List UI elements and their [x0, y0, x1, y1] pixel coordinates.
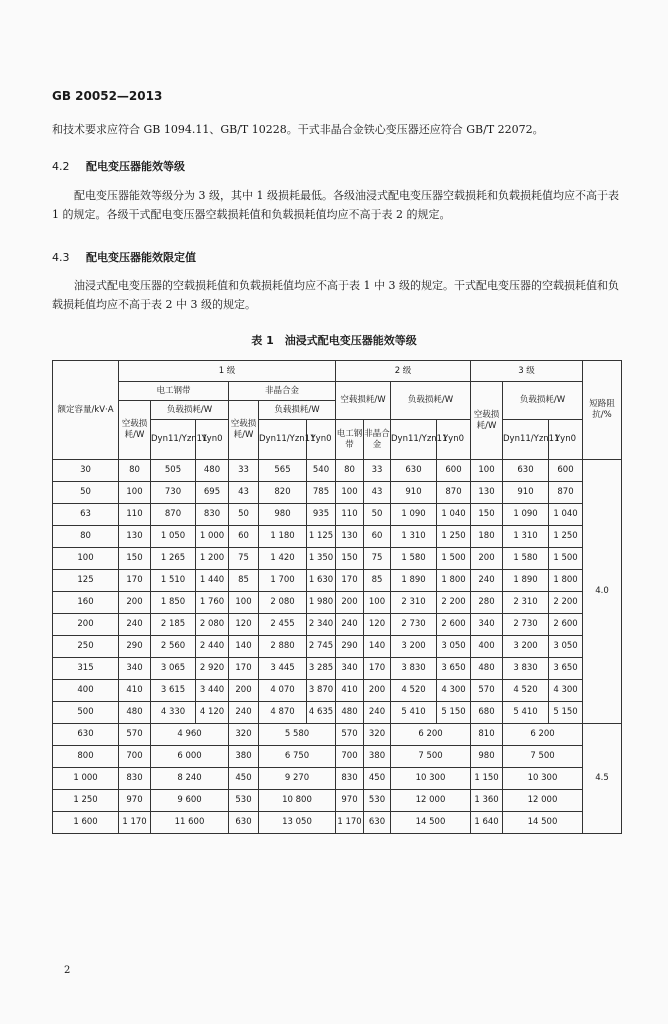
- table-cell: 120: [364, 614, 391, 636]
- table-cell: 1 180: [259, 526, 307, 548]
- table-cell: 2 080: [259, 592, 307, 614]
- table-cell: 570: [119, 724, 151, 746]
- table-cell: 2 310: [503, 592, 549, 614]
- table-row: [53, 592, 622, 614]
- table-cell: 1 265: [151, 548, 196, 570]
- intro-line: 和技术要求应符合 GB 1094.11、GB/T 10228。干式非晶合金铁心变压器还应符合 GB/T 22072。: [52, 123, 544, 136]
- table-cell: 1 600: [53, 812, 119, 834]
- table-cell: 110: [336, 504, 364, 526]
- table-cell: 50: [53, 482, 119, 504]
- table-cell: 830: [196, 504, 229, 526]
- table-cell: 200: [471, 548, 503, 570]
- table-cell: 240: [471, 570, 503, 592]
- table-cell: 400: [471, 636, 503, 658]
- table-cell: 2 340: [307, 614, 336, 636]
- table-cell: 380: [229, 746, 259, 768]
- table-cell: 200: [336, 592, 364, 614]
- table-cell: 85: [229, 570, 259, 592]
- table-cell: 1 040: [549, 504, 583, 526]
- table-row: [53, 614, 622, 636]
- table-cell: 935: [307, 504, 336, 526]
- table-cell: 1 440: [196, 570, 229, 592]
- table-cell: 3 200: [391, 636, 437, 658]
- table-cell: 1 170: [119, 812, 151, 834]
- table-cell: 810: [471, 724, 503, 746]
- table-cell: 820: [259, 482, 307, 504]
- table-cell: 125: [53, 570, 119, 592]
- col-grade2-load-loss: 负载损耗/W: [391, 382, 471, 420]
- table-cell: 170: [364, 658, 391, 680]
- table-cell: 700: [336, 746, 364, 768]
- table-cell: 630: [229, 812, 259, 834]
- table-cell: 5 150: [549, 702, 583, 724]
- col-steel-no-load-loss: 空载损耗/W: [119, 401, 151, 460]
- table-row: [53, 548, 622, 570]
- col-steel-load-loss: 负载损耗/W: [151, 401, 229, 420]
- table-cell: 200: [229, 680, 259, 702]
- table-cell: 785: [307, 482, 336, 504]
- table-cell: 400: [53, 680, 119, 702]
- table-row: [53, 680, 622, 702]
- table-cell: 980: [259, 504, 307, 526]
- table-cell: 11 600: [151, 812, 229, 834]
- table-cell: 30: [53, 460, 119, 482]
- table-cell: 200: [119, 592, 151, 614]
- table-cell: 2 600: [549, 614, 583, 636]
- section-4-3-body: 油浸式配电变压器的空载损耗值和负载损耗值均应不高于表 1 中 3 级的规定。干式配电变压器的空载损耗值和负载损耗值均应不高于表 2 中 3 级的规定。: [52, 279, 619, 311]
- table-cell: 75: [229, 548, 259, 570]
- table-cell: 160: [53, 592, 119, 614]
- table-cell: 43: [229, 482, 259, 504]
- table-cell: 2 560: [151, 636, 196, 658]
- col-grade2-steel: 电工钢带: [336, 420, 364, 460]
- table-cell: 1 800: [549, 570, 583, 592]
- table-row: [53, 636, 622, 658]
- table-cell: 170: [229, 658, 259, 680]
- table-cell: 280: [471, 592, 503, 614]
- table-cell: 14 500: [503, 812, 583, 834]
- table-cell: 1 640: [471, 812, 503, 834]
- table-cell: 700: [119, 746, 151, 768]
- section-number: 4.2: [52, 160, 70, 173]
- table-row: [53, 526, 622, 548]
- table-cell: 830: [119, 768, 151, 790]
- table-cell: 530: [229, 790, 259, 812]
- col-grade-2: 2 级: [336, 361, 471, 382]
- table-cell: 14 500: [391, 812, 471, 834]
- table-cell: 600: [437, 460, 471, 482]
- col-grade3-load-loss: 负载损耗/W: [503, 382, 583, 420]
- table-cell: 1 580: [391, 548, 437, 570]
- table-cell: 505: [151, 460, 196, 482]
- table-cell: 3 650: [437, 658, 471, 680]
- table-cell: 4 120: [196, 702, 229, 724]
- table-cell: 120: [229, 614, 259, 636]
- table-cell: 1 000: [196, 526, 229, 548]
- table-cell: 2 600: [437, 614, 471, 636]
- section-4-3-heading: [52, 249, 196, 265]
- table-cell: 4 070: [259, 680, 307, 702]
- table-cell: 2 880: [259, 636, 307, 658]
- table-cell: 380: [364, 746, 391, 768]
- table-cell: 1 890: [391, 570, 437, 592]
- table-cell: 1 500: [437, 548, 471, 570]
- efficiency-grade-table: [52, 360, 622, 834]
- table-cell: 50: [364, 504, 391, 526]
- table-cell: 100: [229, 592, 259, 614]
- table-cell: 5 150: [437, 702, 471, 724]
- table-cell: 1 250: [437, 526, 471, 548]
- table-cell: 3 440: [196, 680, 229, 702]
- table-cell: 1 040: [437, 504, 471, 526]
- table-cell: 3 870: [307, 680, 336, 702]
- table-cell: 5 580: [259, 724, 336, 746]
- col-short-circuit-impedance: 短路阻抗/%: [583, 361, 622, 460]
- table-cell: 6 000: [151, 746, 229, 768]
- col-amorphous-load-loss: 负载损耗/W: [259, 401, 336, 420]
- table-cell: 6 200: [391, 724, 471, 746]
- table-cell: 4 300: [437, 680, 471, 702]
- table-cell: 1 125: [307, 526, 336, 548]
- table-cell: 80: [53, 526, 119, 548]
- table-cell: 10 300: [391, 768, 471, 790]
- table-cell: 315: [53, 658, 119, 680]
- table-cell: 870: [151, 504, 196, 526]
- col-grade2-amorphous: 非晶合金: [364, 420, 391, 460]
- table-cell: 290: [336, 636, 364, 658]
- table-cell: 2 455: [259, 614, 307, 636]
- table-cell: 2 080: [196, 614, 229, 636]
- table-cell: 100: [53, 548, 119, 570]
- table-row: [53, 504, 622, 526]
- table-cell: 170: [336, 570, 364, 592]
- table-cell: 5 410: [391, 702, 437, 724]
- table-cell: 4 330: [151, 702, 196, 724]
- table-cell: 3 445: [259, 658, 307, 680]
- table-cell: 1 800: [437, 570, 471, 592]
- table-cell: 5 410: [503, 702, 549, 724]
- section-4-2-heading: [52, 158, 185, 174]
- table-row: [53, 658, 622, 680]
- table-cell: 480: [119, 702, 151, 724]
- table-cell: 200: [53, 614, 119, 636]
- col-grade3-no-load-loss: 空载损耗/W: [471, 382, 503, 460]
- table-cell: 150: [336, 548, 364, 570]
- table-cell: 4 960: [151, 724, 229, 746]
- table-cell: 630: [53, 724, 119, 746]
- table-cell: 1 630: [307, 570, 336, 592]
- col-rated-capacity: 额定容量/kV·A: [53, 361, 119, 460]
- table-cell: 1 090: [391, 504, 437, 526]
- col-amorphous-dyn11: Dyn11/Yzn11: [259, 420, 307, 460]
- impedance-cell: 4.5: [583, 724, 622, 834]
- table-cell: 1 420: [259, 548, 307, 570]
- col-amorphous-yyn0: Yyn0: [307, 420, 336, 460]
- table-cell: 130: [336, 526, 364, 548]
- table-cell: 410: [119, 680, 151, 702]
- col-steel-yyn0: Yyn0: [196, 420, 229, 460]
- table-body: [53, 460, 622, 834]
- table-cell: 8 240: [151, 768, 229, 790]
- table-cell: 43: [364, 482, 391, 504]
- table-cell: 1 310: [503, 526, 549, 548]
- table-cell: 980: [471, 746, 503, 768]
- table-cell: 2 745: [307, 636, 336, 658]
- table-cell: 130: [471, 482, 503, 504]
- table-cell: 570: [471, 680, 503, 702]
- table-cell: 3 065: [151, 658, 196, 680]
- table-row: [53, 724, 622, 746]
- table-cell: 10 800: [259, 790, 336, 812]
- table-cell: 240: [229, 702, 259, 724]
- table-cell: 75: [364, 548, 391, 570]
- table-row: [53, 746, 622, 768]
- table-cell: 1 250: [53, 790, 119, 812]
- table-cell: 500: [53, 702, 119, 724]
- table-cell: 410: [336, 680, 364, 702]
- table-cell: 140: [364, 636, 391, 658]
- section-number: 4.3: [52, 251, 70, 264]
- table-cell: 970: [119, 790, 151, 812]
- col-grade2-no-load-loss: 空载损耗/W: [336, 382, 391, 420]
- table-cell: 180: [471, 526, 503, 548]
- table-cell: 3 615: [151, 680, 196, 702]
- table-cell: 140: [229, 636, 259, 658]
- table-cell: 33: [229, 460, 259, 482]
- table-cell: 12 000: [503, 790, 583, 812]
- table-cell: 4 300: [549, 680, 583, 702]
- table-cell: 4 520: [391, 680, 437, 702]
- table-cell: 2 730: [391, 614, 437, 636]
- table-cell: 1 170: [336, 812, 364, 834]
- table-cell: 600: [549, 460, 583, 482]
- table-cell: 170: [119, 570, 151, 592]
- table-cell: 3 830: [503, 658, 549, 680]
- table-cell: 530: [364, 790, 391, 812]
- col-grade2-yyn0: Yyn0: [437, 420, 471, 460]
- table-cell: 870: [437, 482, 471, 504]
- section-4-2-body: 配电变压器能效等级分为 3 级，其中 1 级损耗最低。各级油浸式配电变压器空载损耗和负载损耗值均应不高于表 1 的规定。各级干式配电变压器空载损耗值和负载损耗值均应不高于表 2 的规定。: [52, 189, 619, 221]
- table-cell: 2 730: [503, 614, 549, 636]
- table-cell: 100: [119, 482, 151, 504]
- table-cell: 100: [364, 592, 391, 614]
- table-cell: 800: [53, 746, 119, 768]
- table-cell: 7 500: [391, 746, 471, 768]
- page-number: 2: [64, 965, 71, 976]
- table-cell: 340: [119, 658, 151, 680]
- table-row: [53, 460, 622, 482]
- table-cell: 3 285: [307, 658, 336, 680]
- table-cell: 1 510: [151, 570, 196, 592]
- table-cell: 2 310: [391, 592, 437, 614]
- table-cell: 60: [364, 526, 391, 548]
- table-cell: 63: [53, 504, 119, 526]
- table-cell: 100: [471, 460, 503, 482]
- table-cell: 3 050: [437, 636, 471, 658]
- section-title: 配电变压器能效限定值: [86, 251, 196, 264]
- table-cell: 3 050: [549, 636, 583, 658]
- table-cell: 830: [336, 768, 364, 790]
- table-cell: 1 090: [503, 504, 549, 526]
- table-cell: 630: [503, 460, 549, 482]
- table-cell: 1 310: [391, 526, 437, 548]
- impedance-cell: 4.0: [583, 460, 622, 724]
- section-title: 配电变压器能效等级: [86, 160, 185, 173]
- table-cell: 320: [229, 724, 259, 746]
- table-cell: 3 830: [391, 658, 437, 680]
- table-cell: 33: [364, 460, 391, 482]
- table-cell: 9 270: [259, 768, 336, 790]
- table-cell: 1 890: [503, 570, 549, 592]
- table-cell: 570: [336, 724, 364, 746]
- table-cell: 1 580: [503, 548, 549, 570]
- table-caption: 表 1 油浸式配电变压器能效等级: [251, 334, 417, 347]
- table-cell: 12 000: [391, 790, 471, 812]
- table-cell: 240: [119, 614, 151, 636]
- table-cell: 9 600: [151, 790, 229, 812]
- standard-number-header: GB 20052—2013: [52, 89, 163, 103]
- table-cell: 910: [503, 482, 549, 504]
- table-row: [53, 702, 622, 724]
- table-cell: 480: [196, 460, 229, 482]
- table-cell: 4 520: [503, 680, 549, 702]
- table-cell: 150: [471, 504, 503, 526]
- table-cell: 7 500: [503, 746, 583, 768]
- table-cell: 1 000: [53, 768, 119, 790]
- table-cell: 1 360: [471, 790, 503, 812]
- table-cell: 4 870: [259, 702, 307, 724]
- table-cell: 6 200: [503, 724, 583, 746]
- table-cell: 970: [336, 790, 364, 812]
- table-cell: 1 850: [151, 592, 196, 614]
- table-cell: 695: [196, 482, 229, 504]
- table-cell: 450: [364, 768, 391, 790]
- col-amorphous-alloy: 非晶合金: [229, 382, 336, 401]
- table-cell: 240: [364, 702, 391, 724]
- table-cell: 870: [549, 482, 583, 504]
- table-cell: 340: [471, 614, 503, 636]
- table-cell: 630: [391, 460, 437, 482]
- table-cell: 2 440: [196, 636, 229, 658]
- table-cell: 1 150: [471, 768, 503, 790]
- table-cell: 3 650: [549, 658, 583, 680]
- table-cell: 340: [336, 658, 364, 680]
- table-cell: 630: [364, 812, 391, 834]
- col-amorphous-no-load-loss: 空载损耗/W: [229, 401, 259, 460]
- table-cell: 10 300: [503, 768, 583, 790]
- table-cell: 1 350: [307, 548, 336, 570]
- table-cell: 60: [229, 526, 259, 548]
- col-grade3-yyn0: Yyn0: [549, 420, 583, 460]
- table-cell: 2 200: [437, 592, 471, 614]
- col-electrical-steel: 电工钢带: [119, 382, 229, 401]
- col-grade-3: 3 级: [471, 361, 583, 382]
- table-cell: 290: [119, 636, 151, 658]
- table-cell: 2 200: [549, 592, 583, 614]
- table-cell: 80: [119, 460, 151, 482]
- table-cell: 910: [391, 482, 437, 504]
- table-row: [53, 812, 622, 834]
- table-cell: 85: [364, 570, 391, 592]
- table-cell: 1 760: [196, 592, 229, 614]
- col-grade2-dyn11: Dyn11/Yzn11: [391, 420, 437, 460]
- table-row: [53, 790, 622, 812]
- table-cell: 1 200: [196, 548, 229, 570]
- col-grade3-dyn11: Dyn11/Yzn11: [503, 420, 549, 460]
- table-cell: 200: [364, 680, 391, 702]
- col-steel-dyn11: Dyn11/Yzn11: [151, 420, 196, 460]
- table-cell: 3 200: [503, 636, 549, 658]
- table-cell: 480: [336, 702, 364, 724]
- table-cell: 1 500: [549, 548, 583, 570]
- table-cell: 480: [471, 658, 503, 680]
- table-cell: 730: [151, 482, 196, 504]
- table-cell: 450: [229, 768, 259, 790]
- table-cell: 240: [336, 614, 364, 636]
- table-cell: 50: [229, 504, 259, 526]
- table-cell: 1 050: [151, 526, 196, 548]
- table-cell: 130: [119, 526, 151, 548]
- table-cell: 250: [53, 636, 119, 658]
- table-row: [53, 570, 622, 592]
- table-row: [53, 768, 622, 790]
- table-cell: 150: [119, 548, 151, 570]
- table-cell: 80: [336, 460, 364, 482]
- table-cell: 13 050: [259, 812, 336, 834]
- table-cell: 680: [471, 702, 503, 724]
- table-cell: 100: [336, 482, 364, 504]
- table-cell: 1 700: [259, 570, 307, 592]
- table-cell: 110: [119, 504, 151, 526]
- table-row: [53, 482, 622, 504]
- table-cell: 2 185: [151, 614, 196, 636]
- table-cell: 2 920: [196, 658, 229, 680]
- table-cell: 1 250: [549, 526, 583, 548]
- table-cell: 565: [259, 460, 307, 482]
- table-cell: 540: [307, 460, 336, 482]
- table-cell: 4 635: [307, 702, 336, 724]
- table-cell: 6 750: [259, 746, 336, 768]
- table-cell: 1 980: [307, 592, 336, 614]
- table-cell: 320: [364, 724, 391, 746]
- col-grade-1: 1 级: [119, 361, 336, 382]
